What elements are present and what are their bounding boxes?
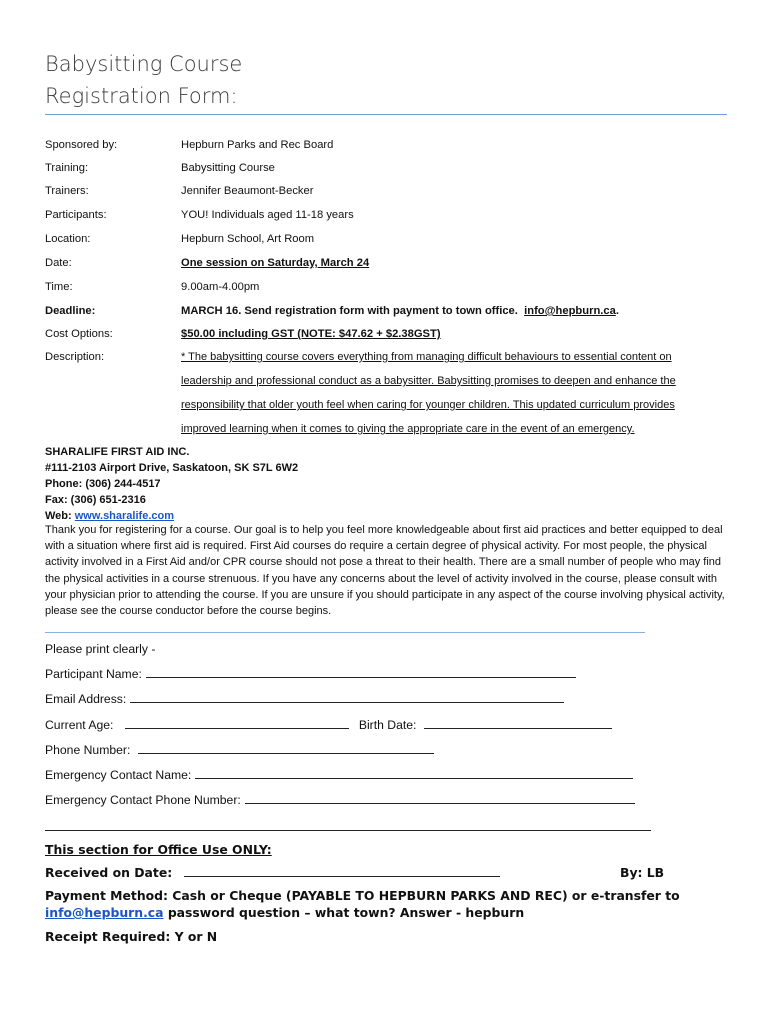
payment-method-line2 [45,905,524,921]
emergency-name-row [45,767,633,783]
deadline-email-link[interactable]: info@hepburn.ca [524,305,616,317]
provider-fax: Fax: (306) 651-2316 [45,494,146,506]
detail-value [181,304,619,318]
age-field[interactable] [125,717,349,729]
detail-label: Training: [45,162,89,174]
birth-date-field[interactable] [424,717,612,729]
emergency-name-label: Emergency Contact Name: [45,768,192,782]
payment-email-link[interactable]: info@hepburn.ca [45,905,164,920]
phone-field[interactable] [138,742,434,754]
detail-label: Location: [45,233,91,245]
detail-value: YOU! Individuals aged 11-18 years [181,209,354,221]
detail-value: 9.00am-4.00pm [181,281,260,293]
received-label: Received on Date: [45,865,173,880]
deadline-text: MARCH 16. Send registration form with payment to town office. [181,305,518,317]
description-text [181,345,721,441]
detail-value: Hepburn School, Art Room [181,233,315,245]
provider-block [45,444,298,524]
participant-name-field[interactable] [146,666,576,678]
description-line: improved learning when it comes to giving the appropriate care in the event of an emergency. [181,423,635,435]
phone-row [45,742,434,758]
section-divider [45,632,645,633]
notice-paragraph: Thank you for registering for a course. Our goal is to help you feel more knowledgeable about first aid practices and better equipped to deal with a situation where first aid is required. First Aid courses do require a certain degree of physical activity. For most people, the physical activity involved in a First Aid and/or CPR course should not pose a threat to their health. There are a small number of people who may find the physical activities in a course strenuous. If you have any concerns about the level of activity involved in the course, please consult with your physician prior to attending the course. If you are unsure if you should participate in any aspect of the course involving physical activity, please see the course conductor before the course begins. [45,524,725,618]
detail-value: $50.00 including GST (NOTE: $47.62 + $2.38GST) [181,328,441,340]
detail-label: Date: [45,257,72,269]
provider-address: #111-2103 Airport Drive, Saskatoon, SK S7L 6W2 [45,462,299,474]
detail-value: One session on Saturday, March 24 [181,257,370,269]
web-label: Web: [45,510,72,522]
print-clearly-note: Please print clearly - [45,642,156,656]
detail-value: Babysitting Course [181,162,275,174]
received-field[interactable] [184,865,500,877]
phone-label: Phone Number: [45,743,131,757]
description-line: responsibility that older youth feel when caring for younger children. This updated curriculum provides [181,399,675,411]
form-title-line1: Babysitting Course [45,52,243,76]
email-field[interactable] [130,691,564,703]
receipt-required: Receipt Required: Y or N [45,929,218,944]
office-divider-line [45,830,651,831]
office-heading: This section for Office Use ONLY: [45,842,272,857]
email-row [45,691,564,707]
web-link[interactable]: www.sharalife.com [74,510,174,522]
provider-name: SHARALIFE FIRST AID INC. [45,446,190,458]
detail-value: Hepburn Parks and Rec Board [181,139,334,151]
description-line: leadership and professional conduct as a babysitter. Babysitting promises to deepen and enhance the [181,375,676,387]
participant-name-label: Participant Name: [45,667,142,681]
received-by: By: LB [620,865,665,880]
detail-label: Trainers: [45,185,89,197]
received-row [45,865,500,881]
age-label: Current Age: [45,718,114,732]
detail-label: Description: [45,351,105,363]
payment-method-line1: Payment Method: Cash or Cheque (PAYABLE TO HEPBURN PARKS AND REC) or e-transfer to [45,888,680,903]
description-line: * The babysitting course covers everything from managing difficult behaviours to essential content on [181,351,672,363]
detail-label: Sponsored by: [45,139,118,151]
email-label: Email Address: [45,692,127,706]
deadline-tail: . [615,305,619,317]
participant-name-row [45,666,576,682]
title-divider [45,114,727,115]
detail-label: Time: [45,281,73,293]
form-title-line2: Registration Form: [45,84,238,108]
emergency-phone-field[interactable] [245,792,635,804]
emergency-phone-label: Emergency Contact Phone Number: [45,793,241,807]
emergency-phone-row [45,792,635,808]
detail-label: Participants: [45,209,107,221]
age-row [45,717,612,733]
form-title [45,48,242,112]
detail-value: Jennifer Beaumont-Becker [181,185,314,197]
detail-label: Cost Options: [45,328,113,340]
payment-password-text: password question – what town? Answer - hepburn [163,905,525,920]
provider-phone: Phone: (306) 244-4517 [45,478,161,490]
emergency-name-field[interactable] [195,767,633,779]
birth-date-label: Birth Date: [358,718,417,732]
detail-label: Deadline: [45,305,96,317]
